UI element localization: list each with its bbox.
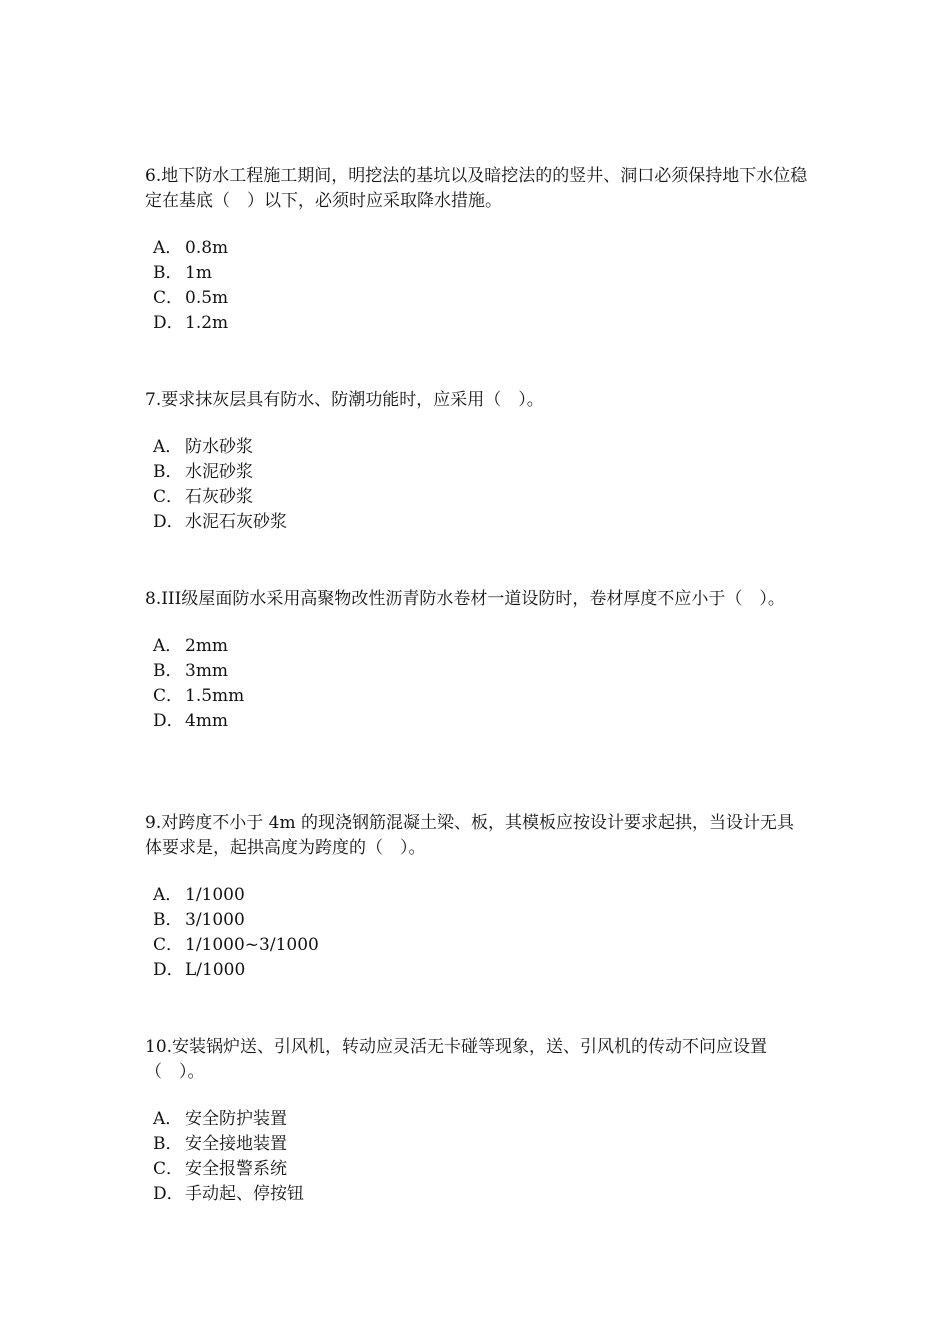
option-letter: A． [153, 238, 183, 258]
option-letter: D． [153, 313, 184, 333]
option-d [153, 510, 810, 535]
option-a [153, 1107, 810, 1132]
option-letter: B． [153, 661, 183, 681]
option-b [153, 1132, 810, 1157]
option-list [145, 634, 810, 734]
option-text: 水泥砂浆 [185, 462, 253, 482]
option-c [153, 485, 810, 510]
option-text: 1.5mm [185, 686, 245, 706]
option-text: 1.2m [185, 313, 229, 333]
option-letter: B． [153, 263, 183, 283]
option-letter: A． [153, 636, 183, 656]
option-letter: C． [153, 487, 184, 507]
question-text: 7.要求抹灰层具有防水、防潮功能时，应采用（ ）。 [145, 390, 544, 410]
option-list [145, 883, 810, 983]
option-c [153, 286, 810, 311]
option-letter: B． [153, 1134, 183, 1154]
option-text: 3mm [185, 661, 229, 681]
option-d [153, 1182, 810, 1207]
question-text: 8.III级屋面防水采用高聚物改性沥青防水卷材一道设防时，卷材厚度不应小于（ ）。 [145, 589, 785, 609]
option-text: 0.8m [185, 238, 229, 258]
question-6 [145, 164, 810, 336]
option-letter: C． [153, 288, 184, 308]
question-9 [145, 811, 810, 983]
option-list [145, 435, 810, 535]
option-b [153, 261, 810, 286]
question-text: 9.对跨度不小于 4m 的现浇钢筋混凝土梁、板，其模板应按设计要求起拱，当设计无具体要求是，起拱高度为跨度的（ ）。 [145, 813, 794, 858]
option-c [153, 1157, 810, 1182]
option-list [145, 1107, 810, 1207]
option-text: 1/1000 [185, 885, 245, 905]
option-text: 1m [185, 263, 212, 283]
option-letter: A． [153, 437, 183, 457]
question-text: 10.安装锅炉送、引风机，转动应灵活无卡碰等现象，送、引风机的传动不问应设置（ ）。 [145, 1037, 768, 1082]
option-letter: B． [153, 462, 183, 482]
option-text: 3/1000 [185, 910, 245, 930]
option-text: 安全防护装置 [185, 1109, 287, 1129]
option-c [153, 933, 810, 958]
option-text: 1/1000~3/1000 [185, 935, 319, 955]
option-d [153, 958, 810, 983]
option-text: L/1000 [185, 960, 246, 980]
option-text: 0.5m [185, 288, 229, 308]
option-text: 安全接地装置 [185, 1134, 287, 1154]
option-b [153, 460, 810, 485]
option-letter: D． [153, 512, 184, 532]
option-b [153, 908, 810, 933]
option-a [153, 435, 810, 460]
option-a [153, 634, 810, 659]
option-letter: A． [153, 1109, 183, 1129]
option-list [145, 236, 810, 336]
option-a [153, 236, 810, 261]
option-letter: D． [153, 711, 184, 731]
option-letter: B． [153, 910, 183, 930]
question-10 [145, 1035, 810, 1207]
option-letter: A． [153, 885, 183, 905]
option-b [153, 659, 810, 684]
option-text: 2mm [185, 636, 229, 656]
option-text: 石灰砂浆 [185, 487, 253, 507]
option-d [153, 709, 810, 734]
option-c [153, 684, 810, 709]
option-text: 安全报警系统 [185, 1159, 287, 1179]
option-a [153, 883, 810, 908]
option-text: 4mm [185, 711, 229, 731]
question-8 [145, 587, 810, 734]
option-letter: D． [153, 1184, 184, 1204]
question-7 [145, 388, 810, 535]
option-text: 水泥石灰砂浆 [185, 512, 287, 532]
option-letter: D． [153, 960, 184, 980]
option-text: 防水砂浆 [185, 437, 253, 457]
option-text: 手动起、停按钮 [185, 1184, 304, 1204]
option-letter: C． [153, 935, 184, 955]
option-d [153, 311, 810, 336]
question-text: 6.地下防水工程施工期间，明挖法的基坑以及暗挖法的的竖井、洞口必须保持地下水位稳定在基底（ ）以下，必须时应采取降水措施。 [145, 166, 808, 211]
option-letter: C． [153, 686, 184, 706]
option-letter: C． [153, 1159, 184, 1179]
